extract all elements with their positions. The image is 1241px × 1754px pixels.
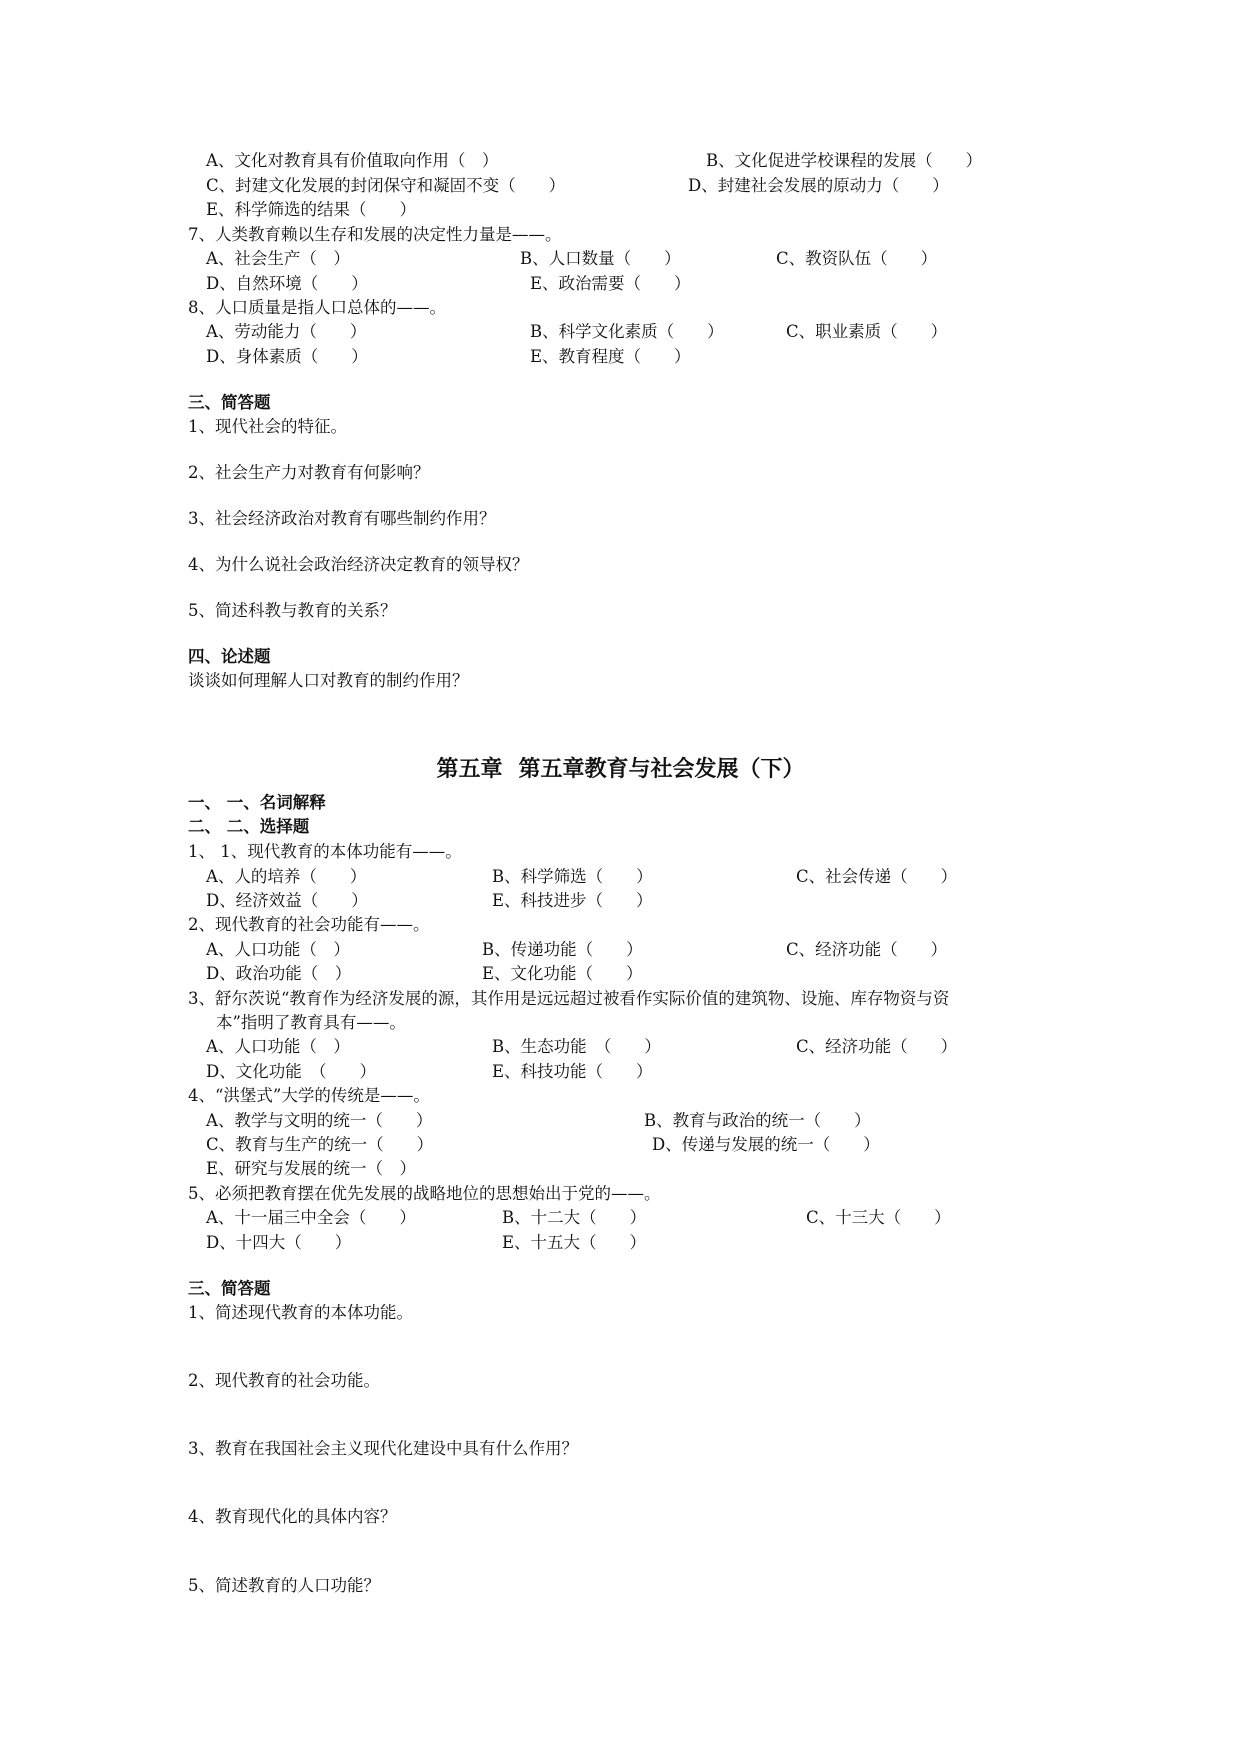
c-q3-stem: 3、舒尔茨说“教育作为经济发展的源，其作用是远远超过被看作实际价值的建筑物、设施、库存物资与资 [188,989,950,1008]
q6-option-c: C、封建文化发展的封闭保守和凝固不变（ ） [206,176,566,195]
c-q4-option-d: D、传递与发展的统一（ ） [652,1135,880,1154]
section-heading-choice: 二、 二、选择题 [188,817,310,836]
q6-option-d: D、封建社会发展的原动力（ ） [688,176,949,195]
section-heading-terms: 一、 一、名词解释 [188,793,326,812]
c-q5-stem: 5、必须把教育摆在优先发展的战略地位的思想始出于党的——。 [188,1184,661,1203]
chapter-short-answer-item: 5、简述教育的人口功能？ [188,1576,380,1595]
short-answer-item: 5、简述科教与教育的关系？ [188,601,397,620]
chapter-title [0,754,1241,784]
c-q1-option-c: C、社会传递（ ） [796,867,958,886]
chapter-title-text: 第五章教育与社会发展（下） [518,756,805,782]
c-q4-option-b: B、教育与政治的统一（ ） [644,1111,871,1130]
chapter-title-number: 第五章 [436,756,503,782]
q8-option-a: A、劳动能力（ ） [206,322,367,341]
q8-stem: 8、人口质量是指人口总体的——。 [188,298,446,317]
chapter-short-answer-item: 3、教育在我国社会主义现代化建设中具有什么作用？ [188,1439,578,1458]
c-q1-option-e: E、科技进步（ ） [492,891,653,910]
c-q4-option-c: C、教育与生产的统一（ ） [206,1135,434,1154]
q7-stem: 7、人类教育赖以生存和发展的决定性力量是——。 [188,225,562,244]
c-q1-option-d: D、经济效益（ ） [206,891,368,910]
c-q1-option-b: B、科学筛选（ ） [492,867,653,886]
c-q3-option-d: D、文化功能 （ ） [206,1062,376,1081]
c-q2-stem: 2、现代教育的社会功能有——。 [188,915,430,934]
q7-option-a: A、社会生产（ ） [206,249,350,268]
c-q3-option-c: C、经济功能（ ） [796,1037,958,1056]
chapter-short-answer-item: 2、现代教育的社会功能。 [188,1371,380,1390]
essay-question: 谈谈如何理解人口对教育的制约作用？ [188,671,469,690]
c-q2-option-a: A、人口功能（ ） [206,940,350,959]
c-q3-option-b: B、生态功能 （ ） [492,1037,661,1056]
short-answer-heading: 三、简答题 [188,393,271,412]
q8-option-d: D、身体素质（ ） [206,347,368,366]
q6-option-a: A、文化对教育具有价值取向作用（ ） [206,151,499,170]
q7-option-e: E、政治需要（ ） [530,274,691,293]
q8-option-e: E、教育程度（ ） [530,347,691,366]
c-q3-stem-cont: 本”指明了教育具有——。 [216,1013,406,1032]
c-q2-option-c: C、经济功能（ ） [786,940,948,959]
short-answer-item: 2、社会生产力对教育有何影响？ [188,463,430,482]
c-q5-option-d: D、十四大（ ） [206,1233,352,1252]
chapter-short-answer-heading: 三、简答题 [188,1279,271,1298]
c-q4-option-e: E、研究与发展的统一（ ） [206,1159,417,1178]
c-q2-option-e: E、文化功能（ ） [482,964,643,983]
q8-option-b: B、科学文化素质（ ） [530,322,724,341]
essay-heading: 四、论述题 [188,647,271,666]
c-q2-option-b: B、传递功能（ ） [482,940,643,959]
c-q3-option-e: E、科技功能（ ） [492,1062,653,1081]
c-q4-option-a: A、教学与文明的统一（ ） [206,1111,433,1130]
c-q4-stem: 4、“洪堡式”大学的传统是——。 [188,1086,430,1105]
q7-option-b: B、人口数量（ ） [520,249,681,268]
short-answer-item: 3、社会经济政治对教育有哪些制约作用？ [188,509,496,528]
c-q3-option-a: A、人口功能（ ） [206,1037,350,1056]
chapter-short-answer-item: 1、简述现代教育的本体功能。 [188,1303,413,1322]
q7-option-d: D、自然环境（ ） [206,274,368,293]
c-q5-option-a: A、十一届三中全会（ ） [206,1208,416,1227]
c-q1-stem: 1、 1、现代教育的本体功能有——。 [188,842,462,861]
q6-option-e: E、科学筛选的结果（ ） [206,200,417,219]
c-q1-option-a: A、人的培养（ ） [206,867,367,886]
c-q2-option-d: D、政治功能（ ） [206,964,352,983]
chapter-short-answer-item: 4、教育现代化的具体内容？ [188,1507,397,1526]
short-answer-item: 4、为什么说社会政治经济决定教育的领导权？ [188,555,529,574]
q8-option-c: C、职业素质（ ） [786,322,948,341]
short-answer-item: 1、现代社会的特征。 [188,417,347,436]
c-q5-option-b: B、十二大（ ） [502,1208,647,1227]
c-q5-option-c: C、十三大（ ） [806,1208,951,1227]
c-q5-option-e: E、十五大（ ） [502,1233,647,1252]
q7-option-c: C、教资队伍（ ） [776,249,938,268]
q6-option-b: B、文化促进学校课程的发展（ ） [706,151,983,170]
